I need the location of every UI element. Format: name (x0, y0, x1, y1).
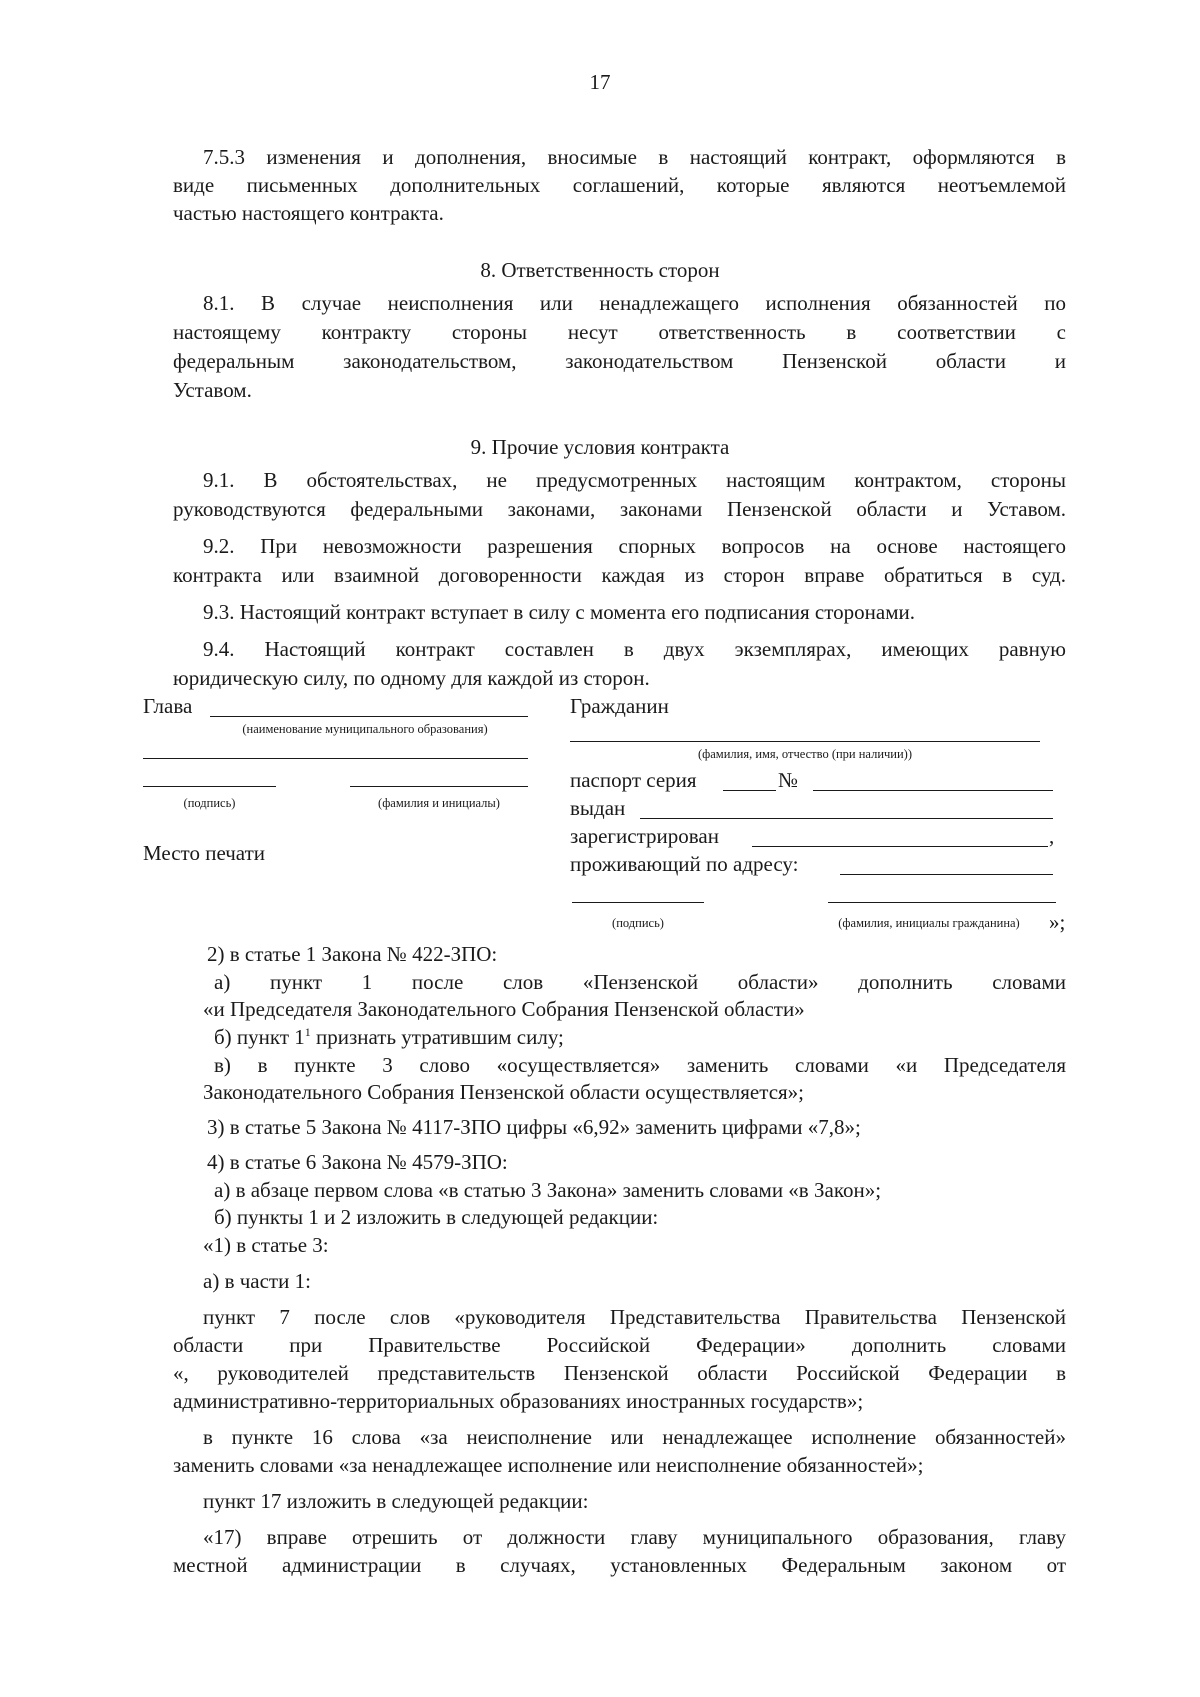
paragraph-9-3: 9.3. Настоящий контракт вступает в силу с момента его подписания сторонами. (203, 600, 915, 624)
passport-series-line (723, 790, 776, 791)
head-signature-caption: (подпись) (183, 796, 236, 810)
closing-quote: »; (1049, 910, 1066, 934)
item-3: 3) в статье 5 Закона № 4117-ЗПО цифры «6,92» заменить цифрами «7,8»; (207, 1115, 861, 1139)
text-line: местной администрации в случаях, установленных Федеральным законом от (173, 1553, 1066, 1577)
passport-number-line (813, 790, 1053, 791)
item-4-q1: «1) в статье 3: (203, 1233, 329, 1257)
section-8-title: 8. Ответственность сторон (480, 258, 720, 282)
item-4-a: а) в абзаце первом слова «в статью 3 Закона» заменить словами «в Закон»; (214, 1178, 882, 1202)
citizen-fio-caption: (фамилия, имя, отчество (при наличии)) (697, 747, 912, 761)
text-line: 9.4. Настоящий контракт составлен в двух экземплярах, имеющих равную (203, 637, 1066, 661)
page-number: 17 (589, 70, 611, 94)
municipality-line-2 (143, 758, 528, 759)
text-line: федеральным законодательством, законодательством Пензенской области и (173, 349, 1066, 373)
registered-comma: , (1049, 824, 1055, 848)
citizen-fio-line (570, 741, 1040, 742)
text-line: руководствуются федеральными законами, законами Пензенской области и Уставом. (173, 497, 1066, 521)
text-line: а) пункт 1 после слов «Пензенской области» дополнить словами (214, 970, 1066, 994)
number-sign: № (778, 768, 799, 792)
item-4-p17-intro: пункт 17 изложить в следующей редакции: (203, 1489, 589, 1513)
text-line: административно-территориальных образованиях иностранных государств»; (173, 1389, 864, 1413)
text-line: частью настоящего контракта. (173, 201, 444, 225)
head-name-caption: (фамилия и инициалы) (378, 796, 500, 810)
text-line: в) в пункте 3 слово «осуществляется» заменить словами «и Председателя (214, 1053, 1066, 1077)
item-4-head: 4) в статье 6 Закона № 4579-ЗПО: (207, 1150, 508, 1174)
text-line: 9.1. В обстоятельствах, не предусмотренных настоящим контрактом, стороны (203, 468, 1066, 492)
passport-label: паспорт серия (570, 768, 697, 792)
head-signature-line (143, 786, 276, 787)
section-9-title: 9. Прочие условия контракта (470, 435, 730, 459)
text-line: «17) вправе отрешить от должности главу муниципального образования, главу (203, 1525, 1066, 1549)
text-line: 9.2. При невозможности разрешения спорных вопросов на основе настоящего (203, 534, 1066, 558)
citizen-name-line (828, 902, 1056, 903)
head-label: Глава (143, 694, 193, 718)
text-line: 8.1. В случае неисполнения или ненадлежащего исполнения обязанностей по (203, 291, 1066, 315)
registered-label: зарегистрирован (570, 824, 719, 848)
text-line: Законодательного Собрания Пензенской области осуществляется»; (203, 1080, 805, 1104)
address-label: проживающий по адресу: (570, 852, 799, 876)
citizen-signature-caption: (подпись) (612, 916, 664, 930)
registered-line (752, 846, 1048, 847)
text-line: 7.5.3 изменения и дополнения, вносимые в настоящий контракт, оформляются в (203, 145, 1066, 169)
text-line: «и Председателя Законодательного Собрания Пензенской области» (203, 997, 805, 1021)
item-4-part1: а) в части 1: (203, 1269, 311, 1293)
text-line: области при Правительстве Российской Федерации» дополнить словами (173, 1333, 1066, 1357)
issued-label: выдан (570, 796, 626, 820)
head-name-line (350, 786, 528, 787)
citizen-label: Гражданин (570, 694, 669, 718)
citizen-name-caption: (фамилия, инициалы гражданина) (838, 916, 1020, 930)
item-4-b: б) пункты 1 и 2 изложить в следующей редакции: (214, 1205, 659, 1229)
municipality-caption: (наименование муниципального образования) (242, 722, 488, 736)
text-line: пункт 7 после слов «руководителя Представительства Правительства Пензенской (203, 1305, 1066, 1329)
text-line: «, руководителей представительств Пензенской области Российской Федерации в (173, 1361, 1066, 1385)
text-line: в пункте 16 слова «за неисполнение или ненадлежащее исполнение обязанностей» (203, 1425, 1066, 1449)
municipality-line (210, 716, 528, 717)
text-line: Уставом. (173, 378, 252, 402)
citizen-signature-line (572, 902, 704, 903)
seal-place: Место печати (143, 841, 266, 865)
item-2-b: б) пункт $1^1$ признать утратившим силу; (214, 1025, 564, 1049)
text-line: виде письменных дополнительных соглашений, которые являются неотъемлемой (173, 173, 1066, 197)
text-line: заменить словами «за ненадлежащее исполнение или неисполнение обязанностей»; (173, 1453, 924, 1477)
text-line: настоящему контракту стороны несут ответственность в соответствии с (173, 320, 1066, 344)
text-line: контракта или взаимной договоренности каждая из сторон вправе обратиться в суд. (173, 563, 1066, 587)
text-line: юридическую силу, по одному для каждой из сторон. (173, 666, 650, 690)
address-line (840, 874, 1053, 875)
issued-line (640, 818, 1053, 819)
item-2-head: 2) в статье 1 Закона № 422-ЗПО: (207, 942, 498, 966)
